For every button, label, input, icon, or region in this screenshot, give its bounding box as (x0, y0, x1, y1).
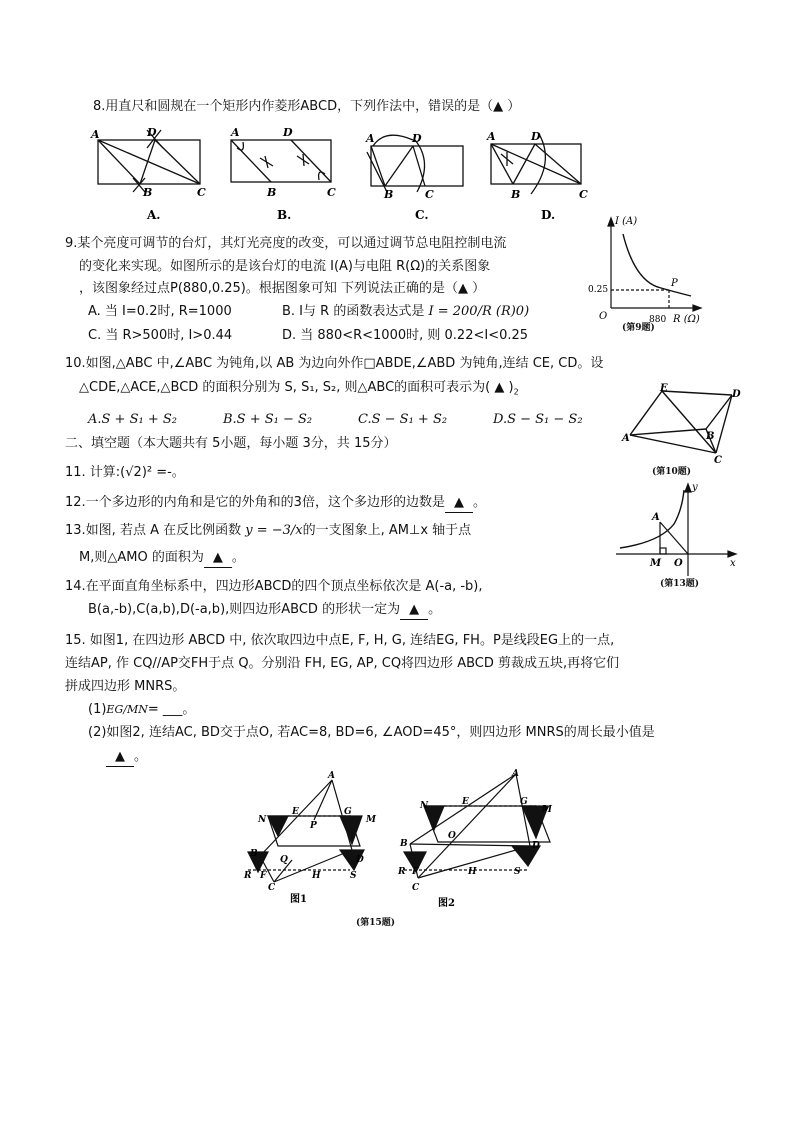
q15-figures (240, 766, 560, 914)
svg-text:A: A (622, 433, 630, 444)
q9-option-b-text: B. I与 R 的函数表达式是 (282, 304, 425, 319)
svg-text:G: G (520, 797, 528, 807)
q10-caption: (第10题) (652, 467, 692, 477)
q10-option-b: B.S + S₁ − S₂ (223, 412, 313, 427)
q9-caption: (第9题) (622, 323, 655, 333)
svg-text:E: E (660, 383, 668, 394)
q9-option-b (282, 303, 529, 321)
svg-text:C: C (579, 188, 588, 201)
svg-text:B: B (706, 431, 715, 442)
svg-text:M: M (650, 558, 662, 569)
svg-text:C: C (425, 188, 434, 201)
svg-text:M: M (366, 815, 376, 825)
q9-option-b-formula: I = 200/R (R)0) (428, 304, 530, 319)
q15-line3: 拼成四边形 MNRS。 (65, 679, 186, 694)
q10-figure (620, 383, 770, 463)
q9-option-a: A. 当 I=0.2时, R=1000 (88, 304, 232, 319)
q12-text: 12.一个多边形的内角和是它的外角和的3倍，这个多边形的边数是 (65, 495, 445, 510)
svg-text:E: E (292, 807, 299, 817)
q15-part2-blank: ▲ (106, 748, 134, 767)
q15-part2-answer (106, 748, 147, 767)
svg-text:G: G (344, 807, 352, 817)
q13-end: 。 (231, 550, 245, 565)
svg-text:B: B (143, 186, 153, 199)
q15-part1-fraction: EG/MN (106, 703, 148, 716)
svg-text:C: C (412, 883, 420, 893)
q10-line1: 10.如图,△ABC 中,∠ABC 为钝角,以 AB 为边向外作□ABDE,∠ABD 为钝角,连结 CE, CD。设 (65, 356, 604, 371)
svg-text:D: D (147, 126, 157, 139)
q15-fig2-label: 图2 (438, 898, 455, 909)
svg-text:A: A (231, 126, 240, 139)
q15-part2: (2)如图2, 连结AC, BD交于点O, 若AC=8, BD=6, ∠AOD=45°，则四边形 MNRS的周长最小值是 (88, 725, 655, 740)
q15-part1-blank: = ___。 (147, 702, 196, 717)
svg-text:S: S (514, 867, 521, 877)
svg-text:N: N (258, 815, 267, 825)
q10-option-a: A.S + S₁ + S₂ (88, 412, 177, 427)
svg-text:x: x (730, 558, 736, 569)
q14-line1: 14.在平面直角坐标系中，四边形ABCD的四个顶点坐标依次是 A(-a, -b), (65, 579, 483, 594)
q12-blank: ▲ (445, 494, 473, 513)
q13-text3: M,则△AMO 的面积为 (79, 550, 204, 565)
q10-subscript: 2 (513, 387, 519, 397)
q9-xtick: 880 (649, 315, 667, 325)
svg-text:S: S (350, 871, 357, 881)
svg-text:A: A (512, 769, 519, 779)
q9-ytick: 0.25 (588, 285, 609, 295)
q9-line2: 的变化来实现。如图所示的是该台灯的电流 I(A)与电阻 R(Ω)的关系图象 (79, 259, 491, 274)
svg-text:B: B (511, 188, 521, 201)
q9-option-d: D. 当 880<R<1000时, 则 0.22<I<0.25 (282, 328, 529, 343)
q9-origin: O (599, 311, 608, 322)
q15-part1 (88, 701, 195, 719)
svg-text:A: A (91, 128, 100, 141)
svg-text:F: F (260, 871, 267, 881)
svg-text:D: D (532, 841, 540, 851)
q13-caption: (第13题) (660, 579, 700, 589)
q12-line (65, 494, 486, 513)
svg-text:H: H (468, 867, 477, 877)
q15-fig1-label: 图1 (290, 894, 307, 905)
svg-text:D: D (531, 130, 541, 143)
q13-line1 (65, 522, 471, 540)
q14-end: 。 (428, 602, 442, 617)
q12-end: 。 (472, 495, 486, 510)
q10-option-c: C.S − S₁ + S₂ (358, 412, 448, 427)
svg-text:F: F (412, 867, 419, 877)
svg-text:R: R (398, 867, 406, 877)
svg-text:C: C (197, 186, 206, 199)
svg-text:M: M (542, 805, 552, 815)
svg-text:A: A (328, 771, 335, 781)
q9-xlabel: R (Ω) (673, 314, 700, 325)
q15-line2: 连结AP, 作 CQ//AP交FH于点 Q。分别沿 FH, EG, AP, CQ将四边形 ABCD 剪裁成五块,再将它们 (65, 656, 620, 671)
q9-ylabel: I (A) (615, 216, 638, 227)
q10-line2 (79, 379, 519, 402)
section2-heading: 二、填空题（本大题共有 5小题，每小题 3分，共 15分） (65, 436, 397, 451)
svg-text:H: H (312, 871, 321, 881)
q8-stem: 8.用直尺和圆规在一个矩形内作菱形ABCD，下列作法中，错误的是（▲ ） (93, 99, 521, 114)
svg-text:A: A (366, 132, 375, 145)
svg-text:D: D (356, 855, 364, 865)
svg-text:y: y (692, 482, 698, 493)
q14-text: B(a,-b),C(a,b),D(-a,b),则四边形ABCD 的形状一定为 (88, 602, 401, 617)
q8-option-d: D. (541, 208, 556, 222)
svg-text:C: C (268, 883, 276, 893)
q13-graph (610, 480, 740, 580)
q13-blank: ▲ (204, 549, 232, 568)
svg-text:E: E (462, 797, 469, 807)
svg-text:C: C (714, 455, 722, 463)
svg-text:B: B (267, 186, 277, 199)
q9-option-c: C. 当 R>500时, I>0.44 (88, 328, 233, 343)
svg-text:O: O (674, 558, 683, 569)
q15-caption: (第15题) (356, 918, 396, 928)
svg-text:R: R (244, 871, 252, 881)
svg-text:O: O (448, 831, 456, 841)
svg-text:A: A (652, 512, 660, 523)
q10-option-d: D.S − S₁ − S₂ (493, 412, 583, 427)
svg-text:B: B (384, 188, 394, 201)
q8-option-b: B. (277, 208, 292, 222)
svg-text:D: D (412, 132, 422, 145)
svg-text:B: B (400, 839, 408, 849)
svg-text:Q: Q (280, 855, 288, 865)
svg-text:D: D (283, 126, 293, 139)
q9-graph (585, 212, 715, 332)
q13-text1: 13.如图, 若点 A 在反比例函数 (65, 523, 242, 538)
q13-formula: y = −3/x (245, 523, 303, 538)
q14-line2 (88, 601, 441, 620)
q15-part1-num: (1) (88, 702, 107, 717)
q11-text: 11. 计算:(√2)² =-。 (65, 465, 185, 480)
svg-text:D: D (732, 389, 741, 400)
q8-option-a: A. (147, 208, 161, 222)
q9-line1: 9.某个亮度可调节的台灯，其灯光亮度的改变，可以通过调节总电阻控制电流 (65, 236, 507, 251)
q14-blank: ▲ (400, 601, 428, 620)
q15-part2-end: 。 (134, 749, 148, 764)
svg-text:C: C (327, 186, 336, 199)
q15-line1: 15. 如图1, 在四边形 ABCD 中, 依次取四边中点E, F, H, G, 连结EG, FH。P是线段EG上的一点, (65, 633, 615, 648)
svg-text:P: P (310, 821, 317, 831)
q8-figures (85, 118, 605, 224)
q10-line2-text: △CDE,△ACE,△BCD 的面积分别为 S, S₁, S₂, 则△ABC的面积可表示为( ▲ ) (79, 380, 514, 395)
q13-text2: 的一支图象上, AM⊥x 轴于点 (302, 523, 472, 538)
q9-line3: ，该图象经过点P(880,0.25)。根据图象可知 下列说法正确的是（▲ ） (79, 281, 486, 296)
q13-line2 (79, 549, 245, 568)
svg-text:N: N (420, 801, 429, 811)
svg-text:B: B (250, 849, 258, 859)
q8-option-c: C. (415, 208, 429, 222)
svg-text:A: A (487, 130, 496, 143)
q9-point: P (671, 278, 678, 289)
